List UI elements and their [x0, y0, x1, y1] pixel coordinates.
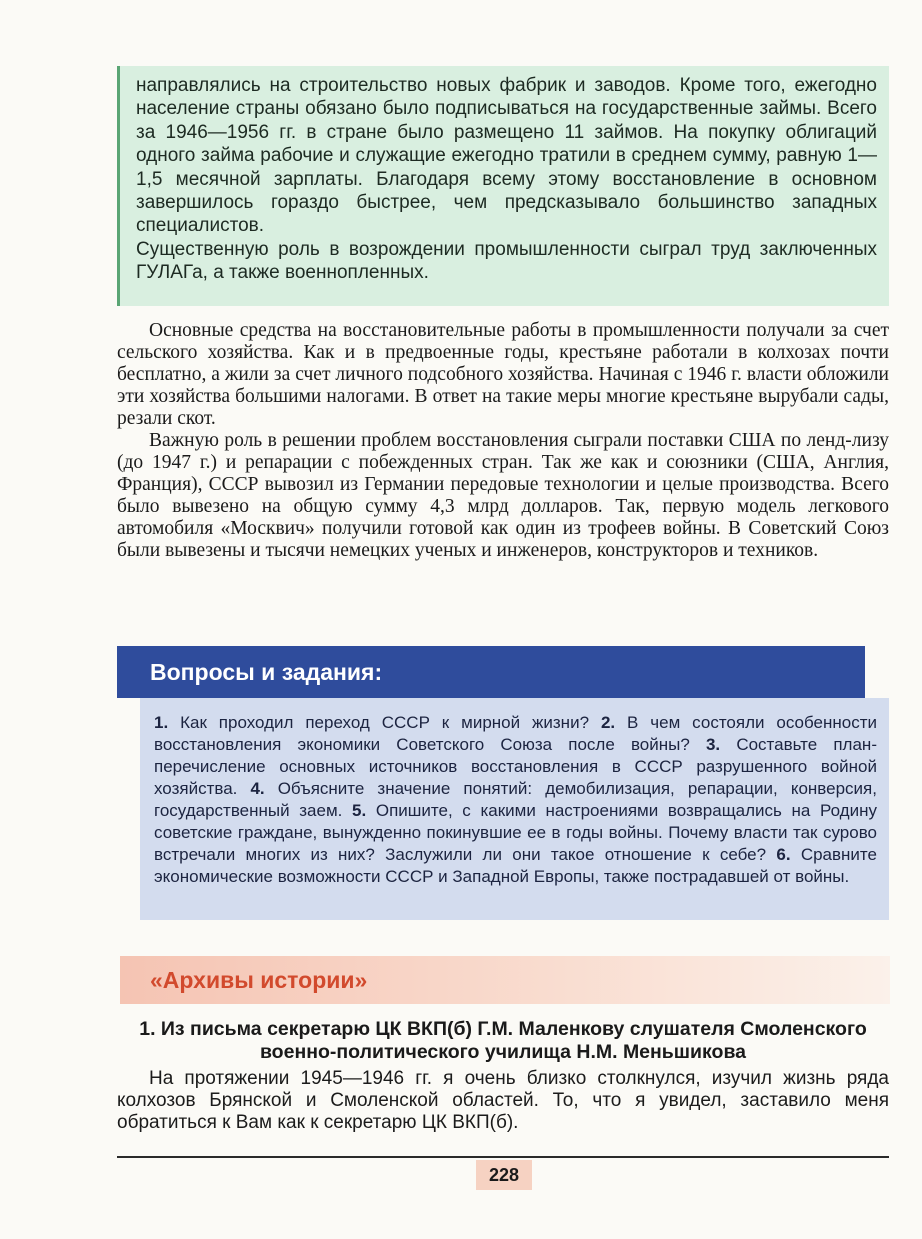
question-text: В чем состояли особенности восстановления экономики Советского Союза после войны? [154, 713, 877, 754]
page-number: 228 [476, 1160, 532, 1190]
document-title: 1. Из письма секретарю ЦК ВКП(б) Г.М. Маленкову слушателя Смоленского военно-политического училища Н.М. Меньшикова [139, 1018, 867, 1063]
question-text: Как проходил переход СССР к мирной жизни? [180, 713, 590, 732]
question-number: 6. [776, 845, 791, 864]
question-number: 3. [705, 735, 721, 754]
archives-header: «Архивы истории» [120, 956, 890, 1004]
footer-divider [117, 1156, 889, 1158]
question-number: 2. [600, 713, 616, 732]
question-number: 1. [154, 713, 169, 732]
main-paragraph: Важную роль в решении проблем восстановления сыграли поставки США по ленд-лизу (до 1947 г.) и репарации с побежденных стран. Так же как и союзники (США, Англия, Франция), СССР вывозил из Германии передовые технологии и целые производства. Всего было вывезено на общую сумму 4,3 млрд долларов. Так, первую модель легкового автомобиля «Москвич» получили готовой как один из трофеев войны. В Советский Союз были вывезены и тысячи немецких ученых и инженеров, конструкторов и техников. [117, 430, 889, 561]
question-text: Объясните значение понятий: демобилизация, репарации, конверсия, государственный заем. [154, 779, 877, 820]
main-text [117, 320, 889, 562]
question-text: Составьте план-перечисление основных источников восстановления в СССР разрушенного войной хозяйства. [154, 735, 877, 798]
question-number: 5. [352, 801, 367, 820]
document-paragraph: На протяжении 1945—1946 гг. я очень близко столкнулся, изучил жизнь ряда колхозов Брянской и Смоленской областей. То, что я увидел, заставило меня обратиться к Вам как к секретарю ЦК ВКП(б). [117, 1068, 889, 1133]
main-paragraph: Основные средства на восстановительные работы в промышленности получали за счет сельского хозяйства. Как и в предвоенные годы, крестьяне работали в колхозах почти бесплатно, а жили за счет личного подсобного хозяйства. Начиная с 1946 г. власти обложили эти хозяйства большими налогами. В ответ на такие меры многие крестьяне вырубали сады, резали скот. [117, 320, 889, 429]
questions-header: Вопросы и задания: [117, 646, 865, 698]
questions-text [154, 712, 877, 888]
document-text [117, 1068, 889, 1134]
questions-body [140, 698, 889, 920]
sidebar-paragraph: направлялись на строительство новых фабрик и заводов. Кроме того, ежегодно население страны обязано было подписываться на государственные займы. Всего за 1946—1956 гг. в стране было размещено 11 займов. На покупку облигаций одного займа рабочие и служащие ежегодно тратили в среднем сумму, равную 1—1,5 месячной зарплаты. Благодаря всему этому восстановление в основном завершилось гораздо быстрее, чем предсказывало большинство западных специалистов. [136, 75, 877, 237]
question-text: Опишите, с какими настроениями возвращались на Родину советские граждане, вынужденно покинувшие ее в годы войны. Почему власти так сурово встречали многих из них? Заслужили ли они такое отношение к себе? [154, 801, 877, 864]
question-text: Сравните экономические возможности СССР и Западной Европы, также пострадавшей от войны. [154, 845, 877, 886]
sidebar-box [117, 66, 889, 306]
question-number: 4. [250, 779, 265, 798]
sidebar-paragraph: Существенную роль в возрождении промышленности сыграл труд заключенных ГУЛАГа, а также военнопленных. [136, 238, 877, 284]
